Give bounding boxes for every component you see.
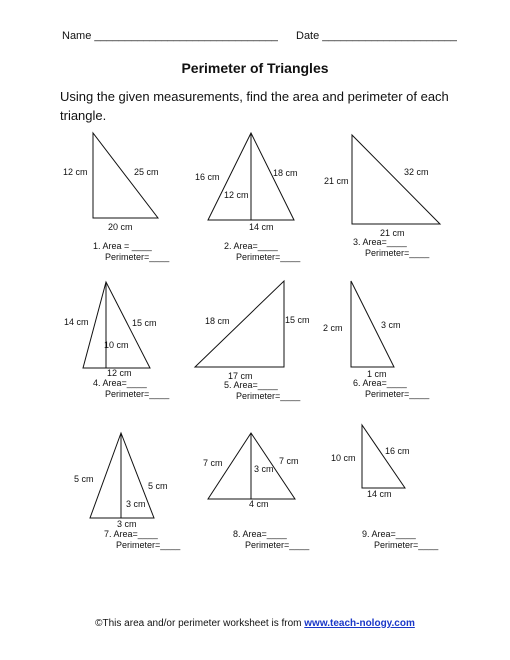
triangle-4-label-left: 14 cm: [64, 317, 89, 327]
answer-6-area: 6. Area=____: [353, 378, 407, 388]
answer-9-perimeter: Perimeter=____: [374, 540, 439, 550]
triangle-6-label-height: 2 cm: [323, 323, 343, 333]
triangle-7: [74, 433, 168, 529]
answer-6: [353, 378, 429, 400]
answer-8: [233, 529, 309, 551]
answer-3-perimeter: Perimeter=____: [365, 248, 430, 258]
triangle-3-label-height: 21 cm: [324, 176, 349, 186]
footer: [0, 618, 510, 629]
triangle-2-label-right: 18 cm: [273, 168, 298, 178]
triangle-9-shape: [362, 425, 405, 488]
triangle-3: [324, 135, 440, 238]
answer-6-perimeter: Perimeter=____: [365, 389, 430, 399]
answer-4-area: 4. Area=____: [93, 378, 147, 388]
triangle-7-label-right: 5 cm: [148, 481, 168, 491]
footer-link[interactable]: www.teach-nology.com: [304, 618, 415, 629]
triangle-4-label-base: 12 cm: [107, 368, 132, 378]
triangle-2-label-left: 16 cm: [195, 172, 220, 182]
triangle-1-label-height: 12 cm: [63, 167, 88, 177]
answer-9-area: 9. Area=____: [362, 529, 416, 539]
triangle-5-label-base: 17 cm: [228, 371, 253, 381]
triangle-6-label-hyp: 3 cm: [381, 320, 401, 330]
triangle-9-label-height: 10 cm: [331, 453, 356, 463]
triangle-6-label-base: 1 cm: [367, 369, 387, 379]
triangle-7-label-base: 3 cm: [117, 519, 137, 529]
triangle-5: [195, 281, 310, 381]
answer-5: [224, 380, 300, 402]
triangle-4-label-right: 15 cm: [132, 318, 157, 328]
triangle-8: [203, 433, 299, 509]
triangle-8-label-height: 3 cm: [254, 464, 274, 474]
triangle-3-label-base: 21 cm: [380, 228, 405, 238]
triangle-9-label-hyp: 16 cm: [385, 446, 410, 456]
answer-9: [362, 529, 438, 551]
answer-3-area: 3. Area=____: [353, 237, 407, 247]
instructions: Using the given measurements, find the area and perimeter of each triangle.: [60, 89, 449, 123]
answer-8-area: 8. Area=____: [233, 529, 287, 539]
triangle-9-label-base: 14 cm: [367, 489, 392, 499]
triangle-7-label-left: 5 cm: [74, 474, 94, 484]
triangle-5-label-hyp: 18 cm: [205, 316, 230, 326]
answer-3: [353, 237, 429, 259]
answer-5-area: 5. Area=____: [224, 380, 278, 390]
answer-1-perimeter: Perimeter=____: [105, 252, 170, 262]
triangle-3-label-hyp: 32 cm: [404, 167, 429, 177]
answer-2-area: 2. Area=____: [224, 241, 278, 251]
date-field: Date ______________________: [296, 30, 457, 42]
answer-7-perimeter: Perimeter=____: [116, 540, 181, 550]
name-field: Name ______________________________: [62, 30, 278, 42]
triangle-3-shape: [352, 135, 440, 224]
answer-2-perimeter: Perimeter=____: [236, 252, 301, 262]
triangle-6: [323, 281, 401, 379]
triangle-2-label-height: 12 cm: [224, 190, 249, 200]
answer-7: [104, 529, 180, 551]
triangle-1-label-hyp: 25 cm: [134, 167, 159, 177]
answer-8-perimeter: Perimeter=____: [245, 540, 310, 550]
answer-4: [93, 378, 169, 400]
answer-2: [224, 241, 300, 263]
answer-1-area: 1. Area = ____: [93, 241, 152, 251]
triangle-7-label-height: 3 cm: [126, 499, 146, 509]
triangle-1-label-base: 20 cm: [108, 222, 133, 232]
answer-5-perimeter: Perimeter=____: [236, 391, 301, 401]
page-title: Perimeter of Triangles: [181, 60, 329, 76]
triangle-2-label-base: 14 cm: [249, 222, 274, 232]
answer-1: [93, 241, 169, 263]
footer-text: ©This area and/or perimeter worksheet is from: [95, 618, 305, 629]
triangle-4: [64, 282, 157, 378]
triangle-4-label-height: 10 cm: [104, 340, 129, 350]
triangle-8-label-left: 7 cm: [203, 458, 223, 468]
triangle-2: [195, 133, 298, 232]
triangle-8-label-right: 7 cm: [279, 456, 299, 466]
triangle-5-label-height: 15 cm: [285, 315, 310, 325]
triangle-9: [331, 425, 410, 499]
answer-7-area: 7. Area=____: [104, 529, 158, 539]
answer-4-perimeter: Perimeter=____: [105, 389, 170, 399]
triangle-8-label-base: 4 cm: [249, 499, 269, 509]
triangle-1: [63, 133, 159, 232]
